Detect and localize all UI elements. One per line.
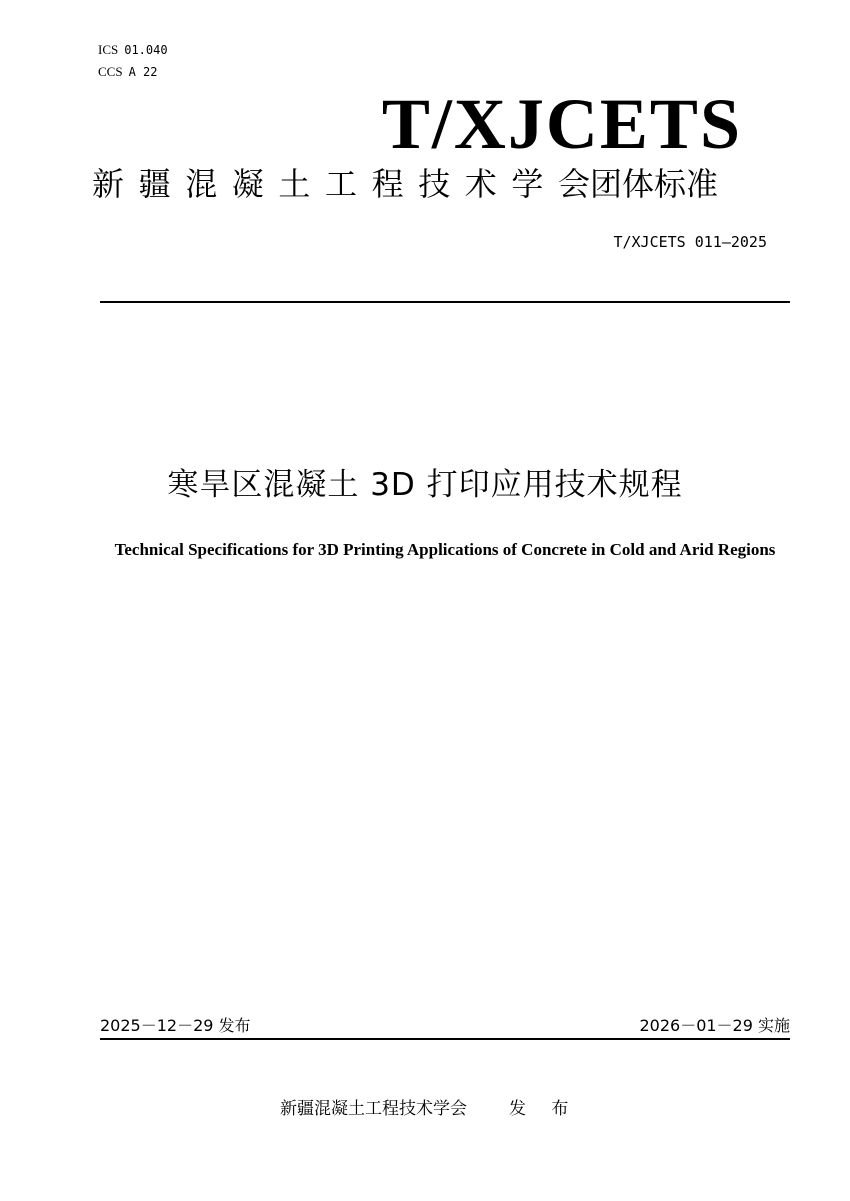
- top-divider: [100, 301, 790, 303]
- standard-logo: T/XJCETS: [381, 84, 742, 164]
- organization-standard-title: [92, 162, 790, 206]
- publisher-name: 新疆混凝土工程技术学会: [280, 1099, 467, 1119]
- ccs-line: [98, 64, 157, 80]
- ics-line: [98, 42, 168, 58]
- ccs-label: CCS: [98, 64, 123, 79]
- ccs-code: A 22: [128, 65, 158, 79]
- implementation-date: 2026－01－29 实施: [639, 1016, 790, 1035]
- ics-label: ICS: [98, 42, 119, 57]
- publish-action: 发 布: [509, 1099, 579, 1119]
- standard-number: T/XJCETS 011—2025: [613, 233, 767, 251]
- chinese-title: 寒旱区混凝土 3D 打印应用技术规程: [167, 467, 683, 503]
- org-title-spaced: 新疆混凝土工程技术学: [92, 165, 559, 203]
- english-title: Technical Specifications for 3D Printing Applications of Concrete in Cold and Arid Regions: [114, 540, 776, 559]
- bottom-divider: [100, 1038, 790, 1040]
- org-title-tail: 会团体标准: [558, 165, 719, 203]
- publisher-line: [280, 1097, 578, 1121]
- ics-code: 01.040: [124, 43, 168, 57]
- issue-date: 2025－12－29 发布: [100, 1016, 251, 1035]
